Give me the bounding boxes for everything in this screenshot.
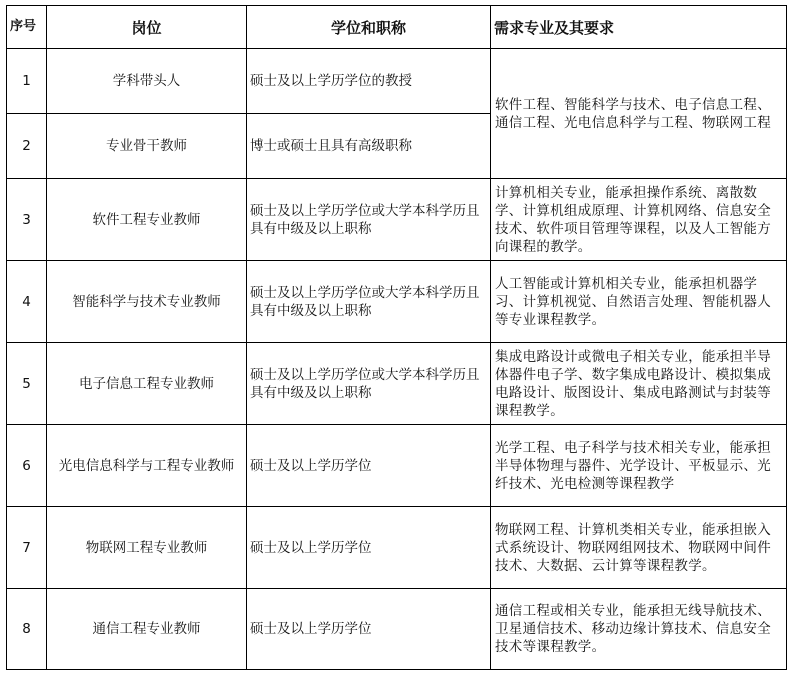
degree-cell: 硕士及以上学历学位的教授 (247, 49, 491, 114)
table-row (7, 343, 787, 425)
post-cell: 专业骨干教师 (47, 114, 247, 179)
recruitment-table (6, 5, 787, 670)
requirements-cell-merged: 软件工程、智能科学与技术、电子信息工程、通信工程、光电信息科学与工程、物联网工程 (491, 49, 787, 179)
row-number: 6 (7, 425, 47, 507)
post-cell: 物联网工程专业教师 (47, 507, 247, 589)
requirements-cell: 集成电路设计或微电子相关专业，能承担半导体器件电子学、数字集成电路设计、模拟集成电路设计、版图设计、集成电路测试与封装等课程教学。 (491, 343, 787, 425)
table-row (7, 261, 787, 343)
row-number: 7 (7, 507, 47, 589)
post-cell: 软件工程专业教师 (47, 179, 247, 261)
requirements-cell: 计算机相关专业，能承担操作系统、离散数学、计算机组成原理、计算机网络、信息安全技术、软件项目管理等课程，以及人工智能方向课程的教学。 (491, 179, 787, 261)
table-row (7, 589, 787, 670)
post-cell: 通信工程专业教师 (47, 589, 247, 670)
header-post: 岗位 (47, 6, 247, 49)
row-number: 8 (7, 589, 47, 670)
requirements-cell: 人工智能或计算机相关专业，能承担机器学习、计算机视觉、自然语言处理、智能机器人等专业课程教学。 (491, 261, 787, 343)
degree-cell: 硕士及以上学历学位 (247, 425, 491, 507)
table-row (7, 425, 787, 507)
row-number: 4 (7, 261, 47, 343)
degree-cell: 硕士及以上学历学位 (247, 589, 491, 670)
row-number: 5 (7, 343, 47, 425)
post-cell: 光电信息科学与工程专业教师 (47, 425, 247, 507)
post-cell: 电子信息工程专业教师 (47, 343, 247, 425)
header-row (7, 6, 787, 49)
degree-cell: 博士或硕士且具有高级职称 (247, 114, 491, 179)
post-cell: 智能科学与技术专业教师 (47, 261, 247, 343)
table-row (7, 179, 787, 261)
header-degree: 学位和职称 (247, 6, 491, 49)
row-number: 3 (7, 179, 47, 261)
row-number: 1 (7, 49, 47, 114)
requirements-cell: 光学工程、电子科学与技术相关专业，能承担半导体物理与器件、光学设计、平板显示、光纤技术、光电检测等课程教学 (491, 425, 787, 507)
requirements-cell: 物联网工程、计算机类相关专业，能承担嵌入式系统设计、物联网组网技术、物联网中间件技术、大数据、云计算等课程教学。 (491, 507, 787, 589)
post-cell: 学科带头人 (47, 49, 247, 114)
header-seq: 序号 (7, 6, 47, 49)
degree-cell: 硕士及以上学历学位或大学本科学历且具有中级及以上职称 (247, 261, 491, 343)
header-requirements: 需求专业及其要求 (491, 6, 787, 49)
requirements-cell: 通信工程或相关专业，能承担无线导航技术、卫星通信技术、移动边缘计算技术、信息安全技术等课程教学。 (491, 589, 787, 670)
row-number: 2 (7, 114, 47, 179)
degree-cell: 硕士及以上学历学位 (247, 507, 491, 589)
table-row (7, 507, 787, 589)
degree-cell: 硕士及以上学历学位或大学本科学历且具有中级及以上职称 (247, 343, 491, 425)
table-row (7, 49, 787, 114)
degree-cell: 硕士及以上学历学位或大学本科学历且具有中级及以上职称 (247, 179, 491, 261)
